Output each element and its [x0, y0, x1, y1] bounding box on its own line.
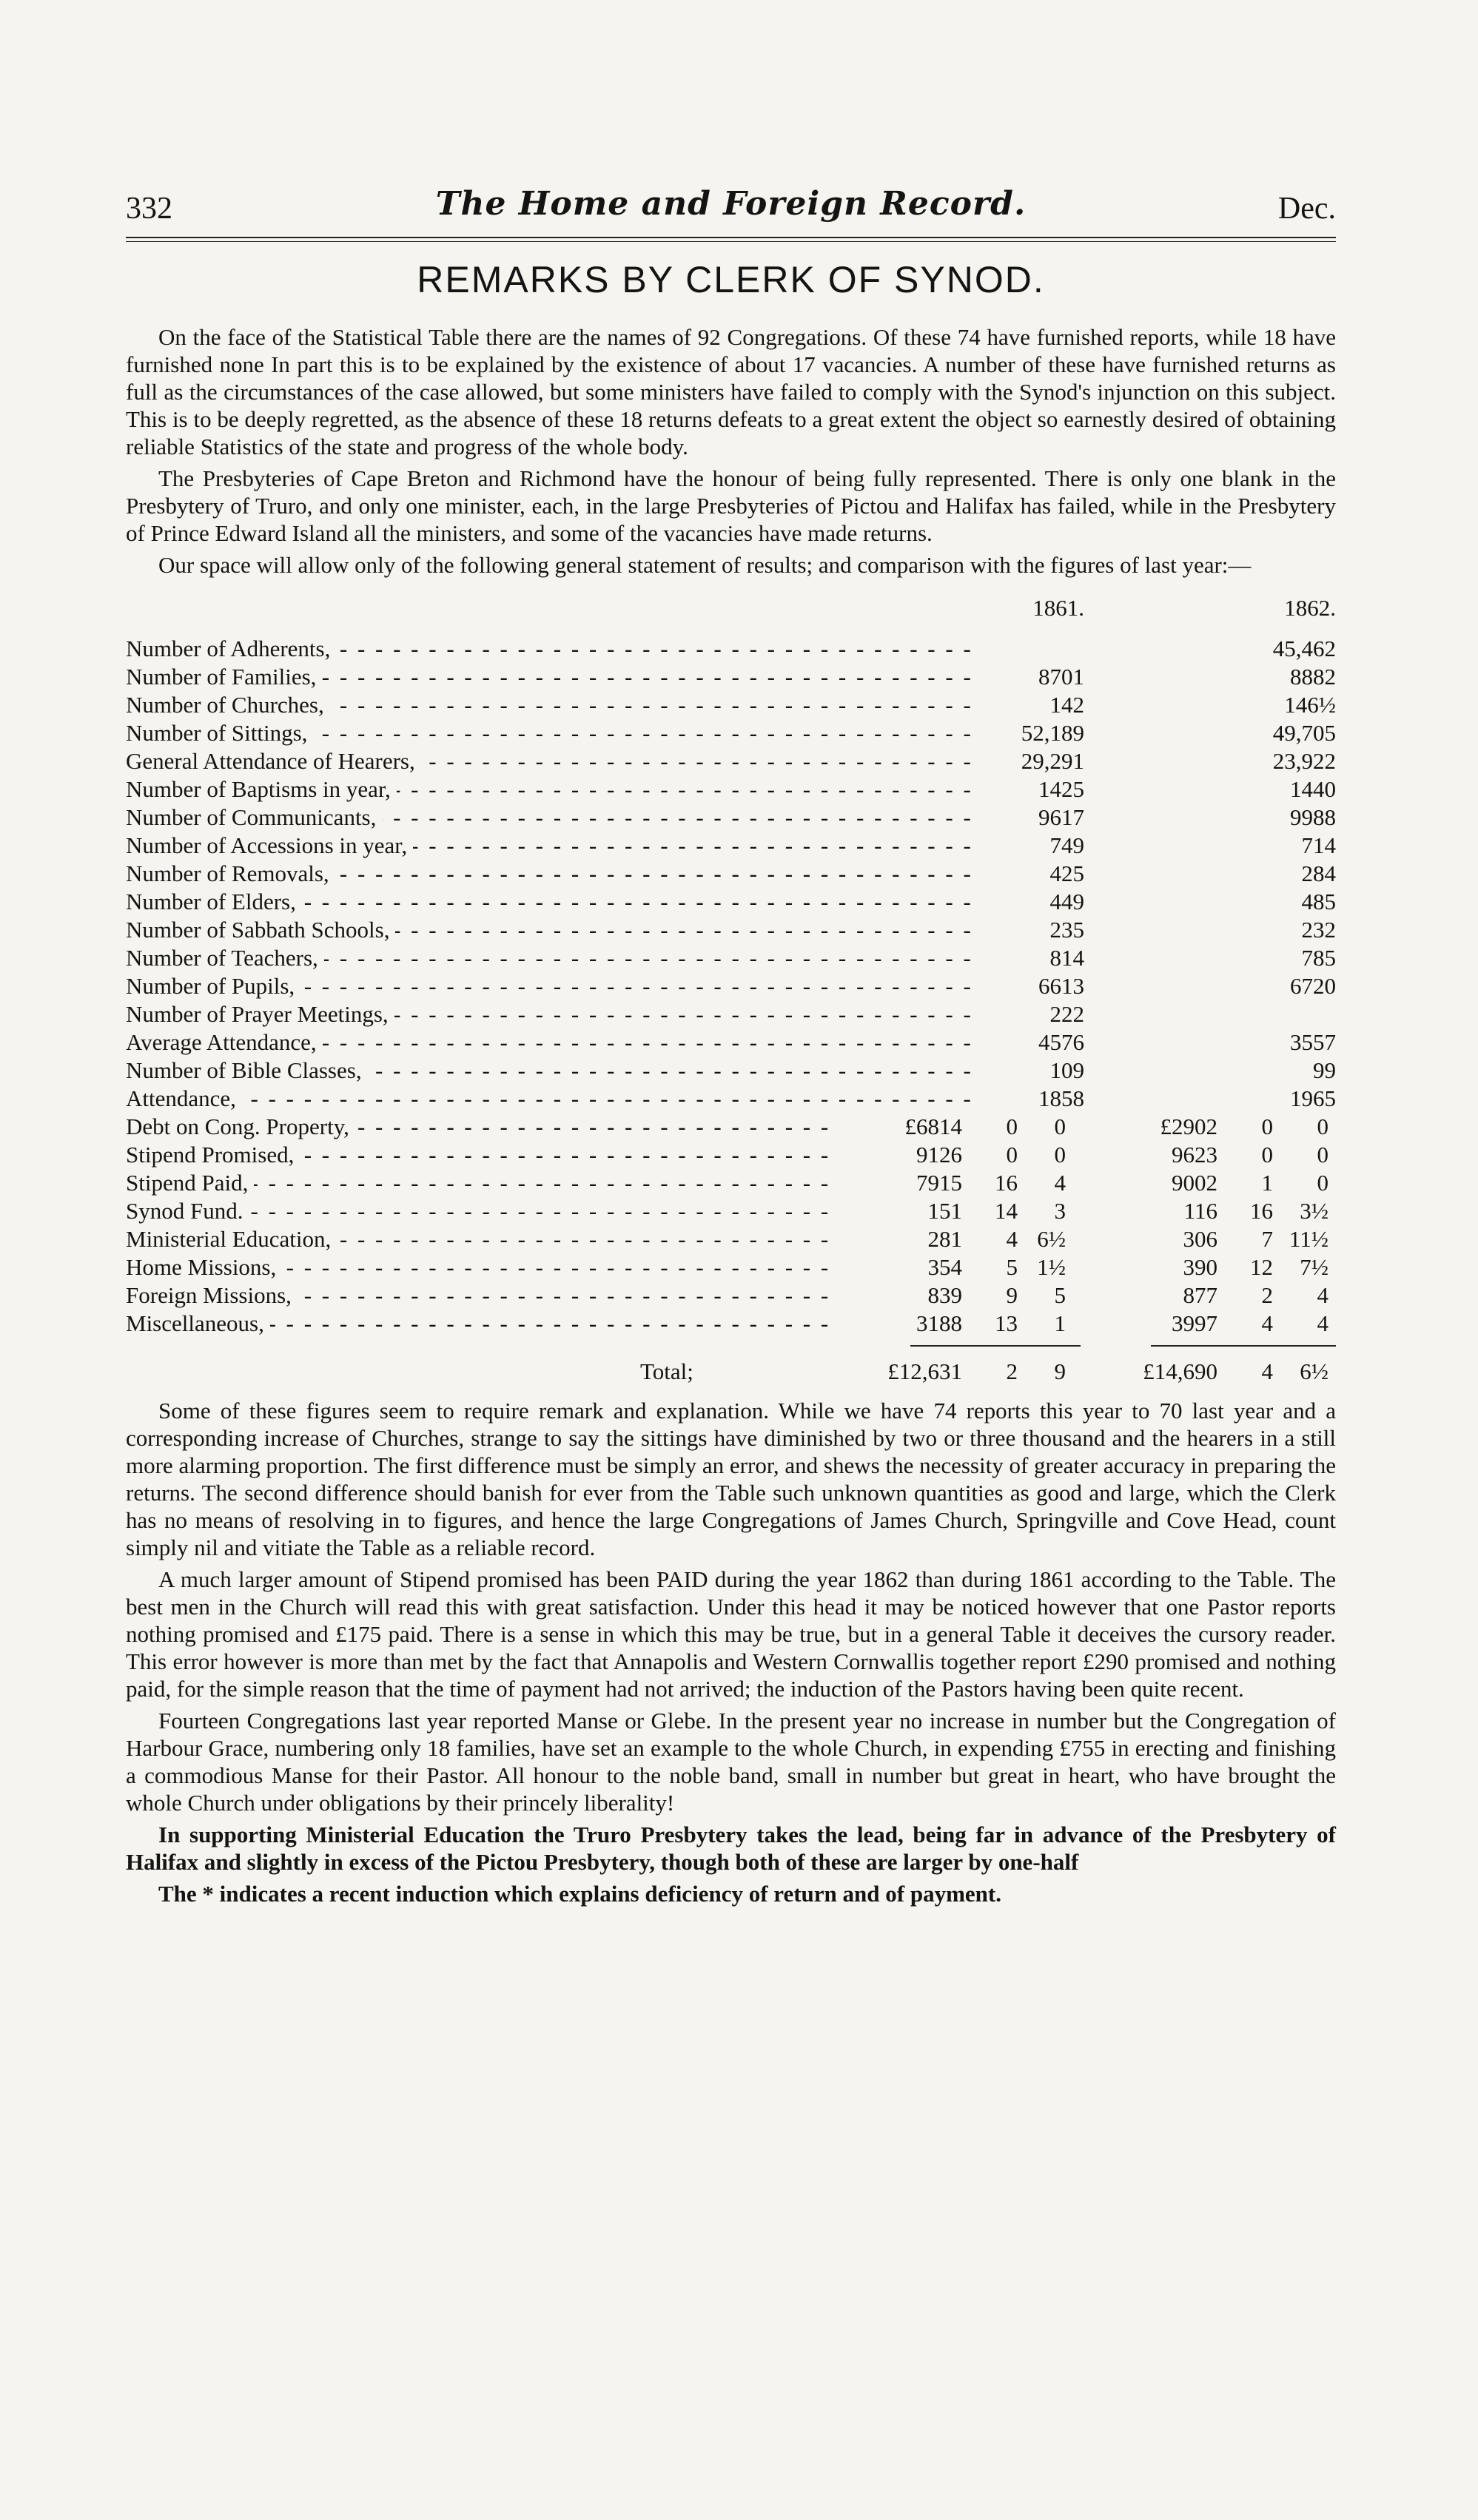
pounds-1861: 281	[838, 1225, 962, 1253]
row-label: Debt on Cong. Property,	[126, 1114, 355, 1139]
table-row	[126, 832, 1336, 860]
pence-1862: 7½	[1288, 1253, 1328, 1281]
issue-month: Dec.	[1277, 192, 1336, 226]
value-1862: 485	[1294, 888, 1337, 916]
value-1861: 749	[1043, 832, 1085, 860]
pounds-1861: 839	[838, 1281, 962, 1310]
total-pence-1862: 6½	[1288, 1352, 1328, 1391]
footnote: The * indicates a recent induction which explains deficiency of return and of payment.	[158, 1881, 1001, 1907]
row-label: Number of Families,	[126, 664, 322, 690]
table-row	[126, 775, 1336, 803]
shillings-1862: 12	[1232, 1253, 1273, 1281]
row-label: Number of Prayer Meetings,	[126, 1001, 394, 1027]
shillings-1862: 16	[1232, 1197, 1273, 1225]
pence-1861: 1½	[1025, 1253, 1066, 1281]
table-row	[126, 803, 1336, 832]
value-1861: 425	[1043, 860, 1085, 888]
total-rule	[126, 1338, 1336, 1352]
value-1862: 1440	[1283, 775, 1336, 803]
shillings-1861: 0	[977, 1141, 1018, 1169]
shillings-1862: 4	[1232, 1310, 1273, 1338]
pounds-1861: 9126	[838, 1141, 962, 1169]
shillings-1862: 0	[1232, 1141, 1273, 1169]
pence-1861: 0	[1025, 1141, 1066, 1169]
value-1862: 45,462	[1266, 635, 1336, 663]
row-label: Number of Baptisms in year,	[126, 776, 397, 802]
row-label: Number of Churches,	[126, 692, 330, 718]
pounds-1861: 7915	[838, 1169, 962, 1197]
value-1861: 29,291	[1014, 747, 1084, 775]
pounds-1862: 306	[1093, 1225, 1217, 1253]
table-row	[126, 747, 1336, 775]
value-1861: 222	[1043, 1000, 1085, 1028]
row-label: Attendance,	[126, 1085, 242, 1111]
shillings-1861: 4	[977, 1225, 1018, 1253]
row-label: General Attendance of Hearers,	[126, 748, 421, 774]
row-label: Stipend Paid,	[126, 1170, 254, 1196]
row-label: Number of Bible Classes,	[126, 1057, 368, 1083]
pence-1861: 5	[1025, 1281, 1066, 1310]
value-1862: 232	[1294, 916, 1337, 944]
page-number: 332	[126, 192, 172, 226]
value-1861: 8701	[1031, 663, 1084, 691]
total-shillings-1861: 2	[977, 1352, 1018, 1391]
pence-1862: 0	[1288, 1113, 1328, 1141]
table-row	[126, 691, 1336, 719]
pounds-1862: 3997	[1093, 1310, 1217, 1338]
shillings-1861: 16	[977, 1169, 1018, 1197]
page-header	[126, 185, 1336, 229]
table-row	[126, 663, 1336, 691]
pounds-1862: 9002	[1093, 1169, 1217, 1197]
table-row	[126, 1085, 1336, 1113]
header-rule	[126, 237, 1336, 242]
total-pounds-1861: £12,631	[838, 1352, 962, 1391]
pence-1862: 3½	[1288, 1197, 1328, 1225]
row-label: Number of Sabbath Schools,	[126, 917, 395, 943]
pence-1862: 0	[1288, 1169, 1328, 1197]
pence-1861: 1	[1025, 1310, 1066, 1338]
shillings-1861: 14	[977, 1197, 1018, 1225]
year-1862: 1862.	[1284, 595, 1336, 621]
remark-paragraph: Fourteen Congregations last year reported Manse or Glebe. In the present year no increase in number but the Congregation of Harbour Grace, numbering only 18 families, have set an example to the whole Church, in expending £755 in erecting and finishing a commodious Manse for their Pastor. All honour to the noble band, small in number but great in heart, who have brought the whole Church under obligations by their princely liberality!	[126, 1708, 1336, 1816]
value-1861: 1425	[1031, 775, 1084, 803]
table-row	[126, 972, 1336, 1000]
money-row	[126, 1310, 1336, 1338]
money-row	[126, 1113, 1336, 1141]
row-label: Number of Communicants,	[126, 804, 382, 830]
shillings-1862: 1	[1232, 1169, 1273, 1197]
shillings-1862: 2	[1232, 1281, 1273, 1310]
pounds-1862: 116	[1093, 1197, 1217, 1225]
shillings-1861: 5	[977, 1253, 1018, 1281]
row-label: Number of Adherents,	[126, 636, 336, 661]
value-1861: 9617	[1031, 803, 1084, 832]
pounds-1862: 877	[1093, 1281, 1217, 1310]
remark-paragraph: Some of these figures seem to require remark and explanation. While we have 74 reports this year to 70 last year and a corresponding increase of Churches, strange to say the sittings have diminished by two or three thousand and the hearers in a still more alarming proportion. The first difference must be simply an error, and shews the necessity of greater accuracy in preparing the returns. The second difference should banish for ever from the Table such unknown quantities as good and large, which the Clerk has no means of resolving in to figures, and hence the large Congregations of James Church, Springville and Cove Head, count simply nil and vitiate the Table as a reliable record.	[126, 1398, 1336, 1560]
value-1861: 6613	[1031, 972, 1084, 1000]
value-1861: 142	[1043, 691, 1085, 719]
money-row	[126, 1169, 1336, 1197]
pounds-1861: 151	[838, 1197, 962, 1225]
value-1862: 1965	[1283, 1085, 1336, 1113]
row-label: Average Attendance,	[126, 1029, 323, 1055]
remark-paragraph: A much larger amount of Stipend promised has been PAID during the year 1862 than during 1861 according to the Table. The best men in the Church will read this with great satisfaction. Under this head it may be noticed however that one Pastor reports nothing promised and £175 paid. There is a sense in which this may be true, but in a general Table it deceives the cursory reader. This error however is more than met by the fact that Annapolis and Western Cornwallis together report £290 promised and nothing paid, for the simple reason that the time of payment had not arrived; the induction of the Pastors having been quite recent.	[126, 1566, 1336, 1702]
value-1862: 284	[1294, 860, 1337, 888]
value-1862: 23,922	[1266, 747, 1336, 775]
total-pence-1861: 9	[1025, 1352, 1066, 1391]
row-label: Miscellaneous,	[126, 1310, 270, 1336]
remark-paragraph: In supporting Ministerial Education the Truro Presbytery takes the lead, being far in advance of the Presbytery of Halifax and slightly in excess of the Pictou Presbytery, though both of these are larger by one-half	[126, 1822, 1336, 1875]
pounds-1861: 3188	[838, 1310, 962, 1338]
intro-paragraph: The Presbyteries of Cape Breton and Richmond have the honour of being fully represented. There is only one blank in the Presbytery of Truro, and only one minister, each, in the large Presbyteries of Pictou and Halifax has failed, while in the Presbytery of Prince Edward Island all the ministers, and some of the vacancies have made returns.	[126, 465, 1336, 546]
table-row	[126, 1057, 1336, 1085]
value-1862: 49,705	[1266, 719, 1336, 747]
money-row	[126, 1253, 1336, 1281]
pence-1861: 3	[1025, 1197, 1066, 1225]
row-label: Home Missions,	[126, 1254, 282, 1280]
pounds-1862: 390	[1093, 1253, 1217, 1281]
intro-paragraph: On the face of the Statistical Table there are the names of 92 Congregations. Of these 74 have furnished reports, while 18 have furnished none In part this is to be explained by the existence of about 17 vacancies. A number of these have furnished returns as full as the circumstances of the case allowed, but some ministers have failed to comply with the Synod's injunction on this subject. This is to be deeply regretted, as the absence of these 18 returns defeats to a great extent the object so earnestly desired of obtaining reliable Statistics of the state and progress of the whole body.	[126, 324, 1336, 459]
shillings-1861: 9	[977, 1281, 1018, 1310]
value-1862: 785	[1294, 944, 1337, 972]
intro-paragraph: Our space will allow only of the following general statement of results; and comparison with the figures of last year:—	[158, 552, 1252, 578]
money-row	[126, 1197, 1336, 1225]
value-1862: 3557	[1283, 1028, 1336, 1057]
value-1861: 52,189	[1014, 719, 1084, 747]
pounds-1861: £6814	[838, 1113, 962, 1141]
row-label: Stipend Promised,	[126, 1142, 300, 1168]
row-label: Foreign Missions,	[126, 1282, 298, 1308]
table-row	[126, 1000, 1336, 1028]
pounds-1862: 9623	[1093, 1141, 1217, 1169]
table-row	[126, 888, 1336, 916]
row-label: Number of Teachers,	[126, 945, 324, 971]
pence-1862: 4	[1288, 1310, 1328, 1338]
row-label: Synod Fund.	[126, 1198, 249, 1224]
pence-1861: 0	[1025, 1113, 1066, 1141]
page	[126, 185, 1336, 1907]
pence-1861: 6½	[1025, 1225, 1066, 1253]
pence-1862: 11½	[1289, 1226, 1328, 1252]
row-label: Number of Sittings,	[126, 720, 313, 746]
pence-1862: 4	[1288, 1281, 1328, 1310]
table-row	[126, 635, 1336, 663]
row-label: Ministerial Education,	[126, 1226, 337, 1252]
table-row	[126, 719, 1336, 747]
pence-1861: 4	[1025, 1169, 1066, 1197]
shillings-1861: 0	[977, 1113, 1018, 1141]
total-row	[126, 1352, 1336, 1391]
shillings-1861: 13	[977, 1310, 1018, 1338]
table-row	[126, 916, 1336, 944]
value-1862: 6720	[1283, 972, 1336, 1000]
pounds-1862: £2902	[1093, 1113, 1217, 1141]
table-row	[126, 944, 1336, 972]
table-row	[126, 1028, 1336, 1057]
shillings-1862: 0	[1232, 1113, 1273, 1141]
value-1861: 4576	[1031, 1028, 1084, 1057]
year-header	[126, 592, 1336, 635]
value-1862: 8882	[1283, 663, 1336, 691]
value-1861: 449	[1043, 888, 1085, 916]
total-pounds-1862: £14,690	[1093, 1352, 1217, 1391]
total-shillings-1862: 4	[1232, 1352, 1273, 1391]
value-1861: 109	[1043, 1057, 1085, 1085]
row-label: Number of Pupils,	[126, 973, 300, 999]
closing-remarks	[126, 1397, 1336, 1907]
pence-1862: 0	[1288, 1141, 1328, 1169]
table-row	[126, 860, 1336, 888]
value-1861: 235	[1043, 916, 1085, 944]
value-1861: 814	[1043, 944, 1085, 972]
value-1862: 714	[1294, 832, 1337, 860]
value-1862: 9988	[1283, 803, 1336, 832]
value-1861: 1858	[1031, 1085, 1084, 1113]
row-label: Number of Accessions in year,	[126, 832, 413, 858]
shillings-1862: 7	[1232, 1225, 1273, 1253]
year-1861: 1861.	[1032, 595, 1084, 621]
row-label: Number of Removals,	[126, 860, 335, 886]
journal-title: The Home and Foreign Record.	[435, 185, 1027, 223]
value-1862: 146½	[1277, 691, 1336, 719]
article-heading: REMARKS BY CLERK OF SYNOD.	[417, 259, 1045, 300]
pounds-1861: 354	[838, 1253, 962, 1281]
value-1862: 99	[1306, 1057, 1336, 1085]
statistics-table	[126, 592, 1336, 1391]
row-label: Number of Elders,	[126, 889, 302, 914]
money-row	[126, 1225, 1336, 1253]
total-label: Total;	[640, 1358, 693, 1384]
money-row	[126, 1141, 1336, 1169]
money-row	[126, 1281, 1336, 1310]
